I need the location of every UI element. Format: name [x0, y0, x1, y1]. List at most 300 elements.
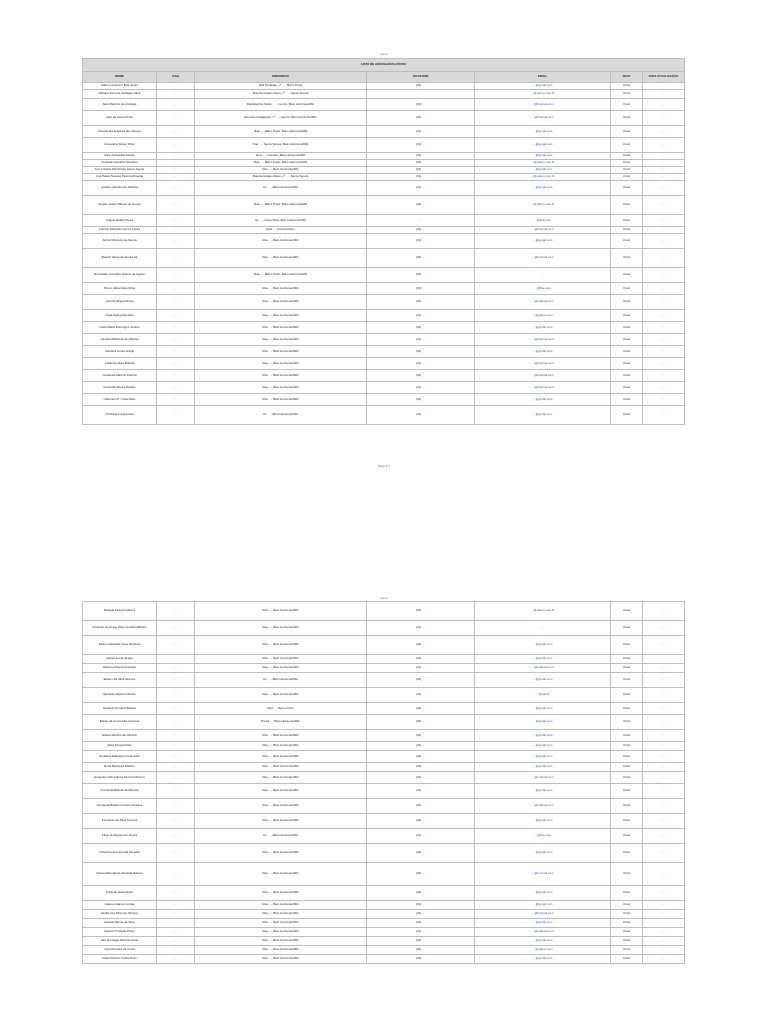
email-cell[interactable]: …@outlook.com — [475, 799, 611, 814]
oab-cell: … — [157, 928, 195, 937]
telefone-cell: (31) … — [367, 268, 475, 283]
nome-cell: Cristiana Lúcia Costa — [83, 406, 157, 425]
oab-cell: … — [157, 688, 195, 703]
table-row — [83, 138, 685, 153]
nome-cell: Adamo Antonino Boa Junior — [83, 83, 157, 90]
oab-cell: … — [157, 715, 195, 730]
table-row — [83, 621, 685, 636]
data-cell: … — [643, 215, 685, 227]
data-cell: … — [643, 406, 685, 425]
data-cell: … — [643, 814, 685, 829]
nome-cell: Camila Régina Rosa — [83, 295, 157, 310]
email-cell[interactable]: …@yahoo.com.br — [475, 174, 611, 181]
oab-cell: … — [157, 742, 195, 751]
nome-cell: Andrea Carolina de Oliveira — [83, 181, 157, 196]
nome-cell: Carolina Barbosa de Oliveira — [83, 334, 157, 346]
data-cell: … — [643, 167, 685, 174]
data-cell: … — [643, 799, 685, 814]
jecp-cell: Cível — [611, 886, 643, 901]
email-cell[interactable]: …@gmail.com — [475, 703, 611, 715]
jecp-cell: Cível — [611, 111, 643, 126]
table-row — [83, 937, 685, 946]
telefone-cell: (31) … — [367, 283, 475, 295]
nome-cell: Fernanda da Silva Teixeira — [83, 814, 157, 829]
data-cell: … — [643, 784, 685, 799]
email-cell[interactable]: …@gmail.com — [475, 730, 611, 742]
email-cell[interactable]: …@gmail.com — [475, 844, 611, 863]
jecp-cell: Cível — [611, 138, 643, 153]
nome-cell: Ingrid Pereira da Costa — [83, 946, 157, 955]
endereco-cell: Rua …, Belo Horizonte/MG — [195, 910, 367, 919]
oab-cell: … — [157, 751, 195, 763]
telefone-cell: (31) … — [367, 167, 475, 174]
email-cell[interactable]: …@gmail.com — [475, 406, 611, 425]
jecp-cell: Cível — [611, 664, 643, 673]
nome-cell: Cinderela Martins Pereira — [83, 370, 157, 382]
jecp-cell: Cível — [611, 227, 643, 234]
endereco-cell: Rua …, Belo Horizonte/MG — [195, 814, 367, 829]
telefone-cell: (31) … — [367, 370, 475, 382]
table-row — [83, 196, 685, 215]
telefone-cell: (31) … — [367, 886, 475, 901]
endereco-cell: Rua …, Belo Horizonte/MG — [195, 763, 367, 772]
endereco-cell: Rua dos Guajajaras, nº …, Centro, Belo Horizonte/MG — [195, 111, 367, 126]
email-cell[interactable]: …@adv.br — [475, 688, 611, 703]
email-cell[interactable]: …@live.com — [475, 283, 611, 295]
email-cell[interactable]: …@gmail.com — [475, 394, 611, 406]
telefone-cell: … — [367, 90, 475, 99]
email-cell[interactable]: …@gmail.com — [475, 83, 611, 90]
data-cell: … — [643, 227, 685, 234]
table-row — [83, 688, 685, 703]
data-cell: … — [643, 283, 685, 295]
data-cell: … — [643, 919, 685, 928]
oab-cell: … — [157, 215, 195, 227]
table-row — [83, 673, 685, 688]
telefone-cell: (31) … — [367, 863, 475, 886]
column-header: TELEFONE — [367, 72, 475, 83]
jecp-cell: Cível — [611, 295, 643, 310]
telefone-cell: (31) … — [367, 703, 475, 715]
data-cell: … — [643, 322, 685, 334]
endereco-cell: Rua …, Belo Horizonte/MG — [195, 322, 367, 334]
email-cell[interactable]: …@gmail.com — [475, 901, 611, 910]
table-row — [83, 283, 685, 295]
nome-cell: Alexandre Xavier Pinto — [83, 138, 157, 153]
oab-cell: … — [157, 703, 195, 715]
email-cell[interactable]: …@yahoo.com.br — [475, 90, 611, 99]
endereco-cell: Av. …, Belo Horizonte/MG — [195, 406, 367, 425]
jecp-cell: Cível — [611, 346, 643, 358]
column-header: JECP — [611, 72, 643, 83]
telefone-cell: (31) … — [367, 295, 475, 310]
jecp-cell: Cível — [611, 160, 643, 167]
telefone-cell: (31) … — [367, 181, 475, 196]
email-cell[interactable]: …@gmail.com — [475, 126, 611, 138]
email-cell[interactable]: …@live.com — [475, 829, 611, 844]
jecp-cell: Cível — [611, 763, 643, 772]
email-cell[interactable]: …@hotmail.com — [475, 910, 611, 919]
table-row — [83, 174, 685, 181]
email-cell[interactable]: …@yahoo.com.br — [475, 160, 611, 167]
data-cell: … — [643, 83, 685, 90]
data-cell: … — [643, 863, 685, 886]
email-cell[interactable]: …@hotmail.com — [475, 863, 611, 886]
endereco-cell: Praça …, Belo Horizonte/MG — [195, 715, 367, 730]
oab-cell: … — [157, 234, 195, 249]
table-row — [83, 153, 685, 160]
oab-cell: … — [157, 664, 195, 673]
column-header: OAB — [157, 72, 195, 83]
oab-cell: … — [157, 174, 195, 181]
email-cell[interactable]: …@hotmail.com — [475, 358, 611, 370]
email-cell[interactable]: …@gmail.com — [475, 636, 611, 655]
telefone-cell: (31) … — [367, 111, 475, 126]
table-row — [83, 730, 685, 742]
nome-cell: Frederik Hettenbach — [83, 886, 157, 901]
oab-cell: … — [157, 382, 195, 394]
data-cell: … — [643, 621, 685, 636]
jecp-cell: Cível — [611, 358, 643, 370]
data-cell: … — [643, 886, 685, 901]
jecp-cell: Cível — [611, 829, 643, 844]
telefone-cell: (31) … — [367, 406, 475, 425]
jecp-cell: Cível — [611, 742, 643, 751]
email-cell[interactable]: …@live.com — [475, 215, 611, 227]
endereco-cell: Rua …, Belo Horizonte/MG — [195, 234, 367, 249]
endereco-cell: Rua …, Belo Horizonte/MG — [195, 346, 367, 358]
telefone-cell: (31) … — [367, 946, 475, 955]
oab-cell: … — [157, 99, 195, 111]
telefone-cell: (31) … — [367, 673, 475, 688]
nome-cell: Angelo Rafael Vieira — [83, 215, 157, 227]
oab-cell: … — [157, 955, 195, 964]
jecp-cell: Cível — [611, 928, 643, 937]
table-row — [83, 664, 685, 673]
nome-cell: Eduardo Paulino Duarte — [83, 688, 157, 703]
data-cell: … — [643, 730, 685, 742]
email-cell[interactable]: …@outlook.com — [475, 928, 611, 937]
data-cell: … — [643, 370, 685, 382]
email-cell[interactable]: …@gmail.com — [475, 167, 611, 174]
table-row — [83, 322, 685, 334]
email-cell[interactable]: …@gmail.com — [475, 784, 611, 799]
table-row — [83, 346, 685, 358]
jecp-cell: Cível — [611, 621, 643, 636]
nome-cell: Arthur Montezuma Souza — [83, 234, 157, 249]
data-cell: … — [643, 310, 685, 322]
oab-cell: … — [157, 160, 195, 167]
data-cell: … — [643, 763, 685, 772]
table-row — [83, 901, 685, 910]
data-cell: … — [643, 268, 685, 283]
email-cell[interactable]: …@gmail.com — [475, 919, 611, 928]
jecp-cell: Cível — [611, 772, 643, 784]
telefone-cell: (31) … — [367, 99, 475, 111]
data-cell: … — [643, 715, 685, 730]
oab-cell: … — [157, 181, 195, 196]
email-cell[interactable]: …@hotmail.com — [475, 111, 611, 126]
jecp-cell: Cível — [611, 268, 643, 283]
nome-cell: Filipe Rodrigues de Souza — [83, 829, 157, 844]
telefone-cell: (31) … — [367, 153, 475, 160]
email-cell[interactable]: …@gmail.com — [475, 181, 611, 196]
table-row — [83, 215, 685, 227]
email-cell[interactable]: …@gmail.com — [475, 763, 611, 772]
data-cell: … — [643, 946, 685, 955]
data-cell: … — [643, 196, 685, 215]
data-cell: … — [643, 334, 685, 346]
nome-cell: Glauco Adamo Corrêa — [83, 901, 157, 910]
email-cell[interactable]: …@gmail.com — [475, 814, 611, 829]
table-row — [83, 886, 685, 901]
email-cell[interactable]: …@gmail.com — [475, 346, 611, 358]
email-cell[interactable]: …@hotmail.com — [475, 370, 611, 382]
telefone-cell: (31) … — [367, 227, 475, 234]
endereco-cell: Rua …, Belo Horizonte/MG — [195, 664, 367, 673]
table-row — [83, 715, 685, 730]
nome-cell: Bernadete Carvalho Soares de Aguiar — [83, 268, 157, 283]
nome-cell: Alan Marinho de Andrade — [83, 99, 157, 111]
endereco-cell: Rua …, Barro Preto, Belo Horizonte/MG — [195, 196, 367, 215]
nome-cell: Ezequiel Carlos Rosa Pereira Moreira — [83, 772, 157, 784]
email-cell[interactable]: …@gmail.com — [475, 742, 611, 751]
jecp-cell: Cível — [611, 126, 643, 138]
oab-cell: … — [157, 167, 195, 174]
oab-cell: … — [157, 310, 195, 322]
jecp-cell: Cível — [611, 394, 643, 406]
table-row — [83, 814, 685, 829]
email-cell[interactable]: …@gmail.com — [475, 322, 611, 334]
telefone-cell: (31) … — [367, 664, 475, 673]
oab-cell: … — [157, 196, 195, 215]
table-row — [83, 358, 685, 370]
endereco-cell: Rua …, Funcionários — [195, 227, 367, 234]
endereco-cell: Rua …, Belo Horizonte/MG — [195, 844, 367, 863]
jecp-cell: Cível — [611, 814, 643, 829]
email-cell[interactable]: …@hotmail.com — [475, 249, 611, 268]
table-row — [83, 181, 685, 196]
data-cell: … — [643, 160, 685, 167]
data-cell: … — [643, 138, 685, 153]
oab-cell: … — [157, 126, 195, 138]
oab-cell: … — [157, 268, 195, 283]
telefone-cell: (31) … — [367, 655, 475, 664]
table-row — [83, 703, 685, 715]
oab-cell: … — [157, 249, 195, 268]
endereco-cell: Rua …, Belo Horizonte/MG — [195, 742, 367, 751]
oab-cell: … — [157, 153, 195, 160]
email-cell[interactable]: …@yahoo.com — [475, 310, 611, 322]
table-row — [83, 863, 685, 886]
endereco-cell: Rua …, Belo Horizonte/MG — [195, 358, 367, 370]
email-cell[interactable]: …@gmail.com — [475, 153, 611, 160]
data-cell: … — [643, 153, 685, 160]
telefone-cell: (31) … — [367, 322, 475, 334]
table-row — [83, 268, 685, 283]
endereco-cell: Rua …, Belo Horizonte/MG — [195, 784, 367, 799]
jecp-cell: Cível — [611, 215, 643, 227]
oab-cell: … — [157, 910, 195, 919]
oab-cell: … — [157, 295, 195, 310]
endereco-cell: Rua …, Belo Horizonte/MG — [195, 636, 367, 655]
jecp-cell: Cível — [611, 90, 643, 99]
telefone-cell: (31) … — [367, 382, 475, 394]
nome-cell: Angelo Júnior Ribeiro de Souza — [83, 196, 157, 215]
table-row — [83, 763, 685, 772]
page-footer: Página 1 — [378, 464, 390, 468]
jecp-cell: Cível — [611, 249, 643, 268]
table-row — [83, 742, 685, 751]
jecp-cell: Cível — [611, 863, 643, 886]
nome-cell: Alan da Souza Pinto — [83, 111, 157, 126]
nome-cell: Daniel Lucas Braga — [83, 655, 157, 664]
email-cell[interactable]: …@yahoo.com.br — [475, 196, 611, 215]
email-cell[interactable]: …@gmail.com — [475, 937, 611, 946]
jecp-cell: Cível — [611, 153, 643, 160]
jecp-cell: Cível — [611, 181, 643, 196]
email-cell[interactable]: …@hotmail.com — [475, 382, 611, 394]
oab-cell: … — [157, 227, 195, 234]
data-cell: … — [643, 688, 685, 703]
nome-cell: Emiliana Nathalya Costa Silva — [83, 751, 157, 763]
jecp-cell: Cível — [611, 688, 643, 703]
endereco-cell: Rua …, Belo Horizonte/MG — [195, 334, 367, 346]
email-cell[interactable]: …@hotmail.com — [475, 227, 611, 234]
email-cell[interactable]: …@gmail.com — [475, 234, 611, 249]
endereco-cell: Rua …, Barro Preto, Belo Horizonte/MG — [195, 268, 367, 283]
table-row — [83, 111, 685, 126]
telefone-cell: (31) … — [367, 196, 475, 215]
endereco-cell: Rua …, Barro Preto — [195, 703, 367, 715]
oab-cell: … — [157, 673, 195, 688]
data-cell: … — [643, 955, 685, 964]
endereco-cell: Rua …, Belo Horizonte/MG — [195, 751, 367, 763]
email-cell[interactable]: …@hotmail.com — [475, 99, 611, 111]
email-cell[interactable]: …@gmail.com — [475, 138, 611, 153]
oab-cell: … — [157, 346, 195, 358]
telefone-cell: (31) … — [367, 715, 475, 730]
endereco-cell: Rua …, Belo Horizonte/MG — [195, 863, 367, 886]
endereco-cell: Av. …, Nova Vista, Belo Horizonte/MG — [195, 215, 367, 227]
telefone-cell: (31) … — [367, 901, 475, 910]
endereco-cell: Rua …, Belo Horizonte/MG — [195, 955, 367, 964]
table-row — [83, 602, 685, 621]
table-row — [83, 910, 685, 919]
email-cell[interactable]: …@yahoo.com — [475, 946, 611, 955]
endereco-cell: Rua …, Belo Horizonte/MG — [195, 295, 367, 310]
telefone-cell: (31) … — [367, 310, 475, 322]
email-cell[interactable]: …@hotmail.com — [475, 334, 611, 346]
email-cell[interactable]: … — [475, 268, 611, 283]
table-row — [83, 844, 685, 863]
nome-cell: Bruno Jabet Dias Silva — [83, 283, 157, 295]
table-row — [83, 382, 685, 394]
nome-cell: Fernanda Beatriz Ferreira Guedes — [83, 799, 157, 814]
data-cell: … — [643, 99, 685, 111]
email-cell[interactable]: …@yahoo.com.br — [475, 602, 611, 621]
endereco-cell: Rua …, Belo Horizonte/MG — [195, 946, 367, 955]
page-header: Anexo — [379, 596, 389, 600]
email-cell[interactable]: …@outlook.com — [475, 772, 611, 784]
endereco-cell: Rua …, Belo Horizonte/MG — [195, 310, 367, 322]
nome-cell: Ana Paula Tavares Pereira Almeida — [83, 174, 157, 181]
nome-cell: Edison da Silva Moreira — [83, 673, 157, 688]
telefone-cell: (31) … — [367, 814, 475, 829]
email-cell[interactable]: …@gmail.com — [475, 886, 611, 901]
oab-cell: … — [157, 621, 195, 636]
oab-cell: … — [157, 937, 195, 946]
email-cell[interactable]: …@gmail.com — [475, 751, 611, 763]
data-cell: … — [643, 382, 685, 394]
endereco-cell: Av. …, Belo Horizonte/MG — [195, 181, 367, 196]
oab-cell: … — [157, 901, 195, 910]
telefone-cell: … — [367, 215, 475, 227]
telefone-cell: (31) … — [367, 919, 475, 928]
endereco-cell: Rua …, Belo Horizonte/MG — [195, 799, 367, 814]
endereco-cell: Av. …, Belo Horizonte/MG — [195, 673, 367, 688]
table-row — [83, 751, 685, 763]
jecp-cell: Cível — [611, 636, 643, 655]
telefone-cell: (31) … — [367, 126, 475, 138]
email-cell[interactable]: …@outlook.com — [475, 295, 611, 310]
oab-cell: … — [157, 358, 195, 370]
endereco-cell: Rua Paracatu, nº …, Barro Preto — [195, 83, 367, 90]
nome-cell: Haroldo Bento da Silva — [83, 919, 157, 928]
table-row — [83, 126, 685, 138]
data-cell: … — [643, 234, 685, 249]
data-cell: … — [643, 655, 685, 664]
endereco-cell: Rua …, Belo Horizonte/MG — [195, 394, 367, 406]
nome-cell: Helena Trindade Pinho — [83, 928, 157, 937]
endereco-cell: Rua Espírito Santo, …, Centro, Belo Horizonte/MG — [195, 99, 367, 111]
oab-cell: … — [157, 919, 195, 928]
nome-cell: Israel Padron Costa Alves — [83, 955, 157, 964]
jecp-cell: Cível — [611, 99, 643, 111]
endereco-cell: Rua …, Belo Horizonte/MG — [195, 730, 367, 742]
telefone-cell: (31) … — [367, 772, 475, 784]
oab-cell: … — [157, 636, 195, 655]
oab-cell: … — [157, 829, 195, 844]
nome-cell: Eliana Martins de Oliveira — [83, 730, 157, 742]
jecp-cell: Cível — [611, 955, 643, 964]
jecp-cell: Cível — [611, 602, 643, 621]
email-cell[interactable]: …@gmail.com — [475, 715, 611, 730]
email-cell[interactable]: …@gmail.com — [475, 673, 611, 688]
email-cell[interactable]: … — [475, 621, 611, 636]
table-row — [83, 829, 685, 844]
jecp-cell: Cível — [611, 673, 643, 688]
email-cell[interactable]: …@gmail.com — [475, 655, 611, 664]
oab-cell: … — [157, 730, 195, 742]
oab-cell: … — [157, 602, 195, 621]
email-cell[interactable]: …@gmail.com — [475, 955, 611, 964]
email-cell[interactable]: …@outlook.com — [475, 664, 611, 673]
data-cell: … — [643, 90, 685, 99]
nome-cell: Iara Gonzaga Pereira Costa — [83, 937, 157, 946]
table-row — [83, 919, 685, 928]
oab-cell: … — [157, 655, 195, 664]
telefone-cell: (31) … — [367, 730, 475, 742]
table-row — [83, 784, 685, 799]
nome-cell: Beatriz Vieira de Sousa Sá — [83, 249, 157, 268]
column-header: EMAIL — [475, 72, 611, 83]
table-title: LISTA DE ADVOGADOS ATIVOS — [83, 59, 685, 72]
data-cell: … — [643, 829, 685, 844]
jecp-cell: Cível — [611, 715, 643, 730]
oab-cell: … — [157, 784, 195, 799]
nome-cell: Amanda Carvalho Monteiro — [83, 160, 157, 167]
